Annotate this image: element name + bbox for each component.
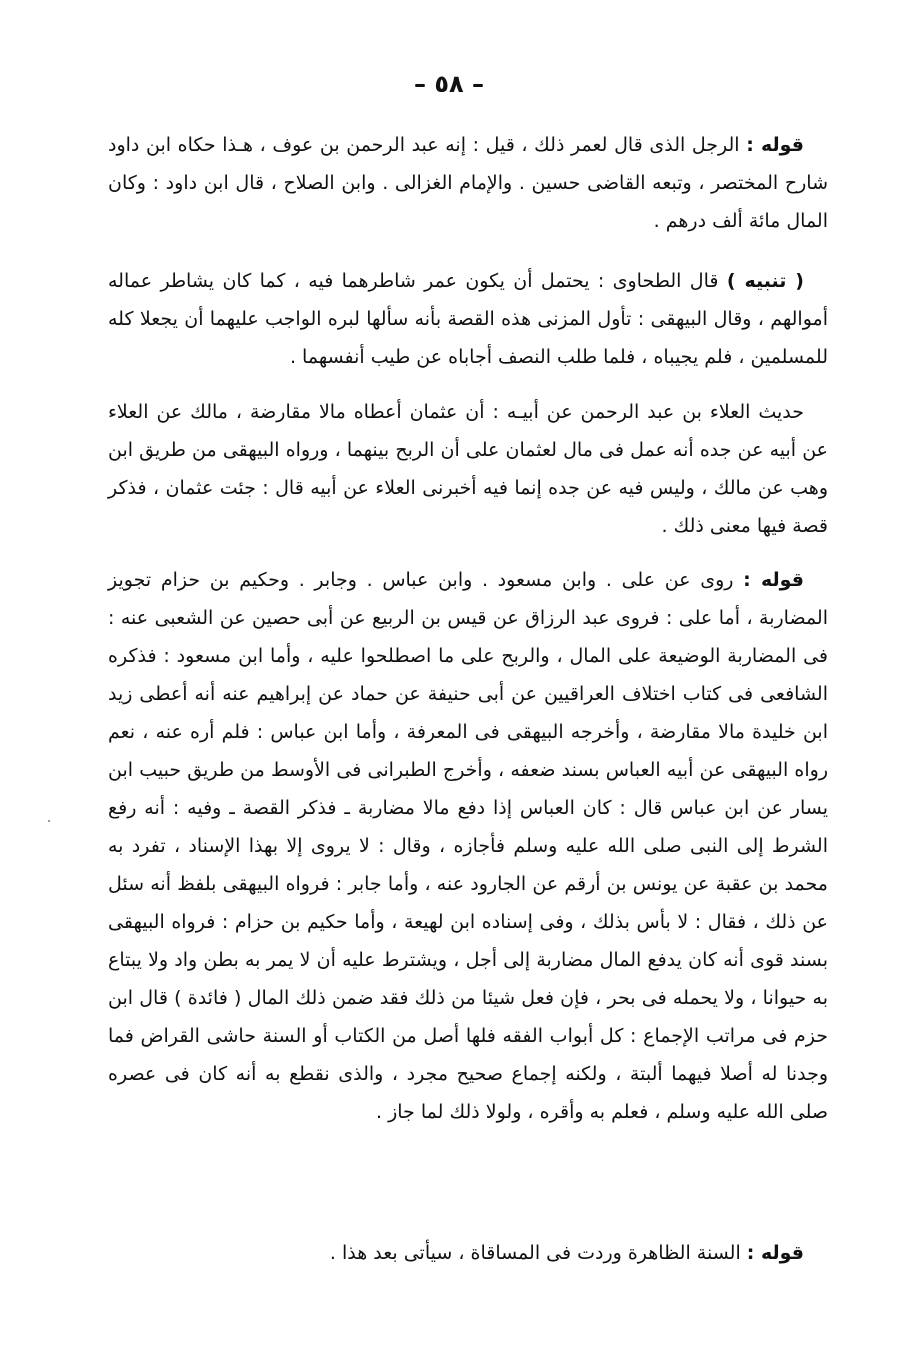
page-number: – ٥٨ – [413,70,484,98]
paragraph-5-text: السنة الظاهرة وردت فى المساقاة ، سيأتى بعد هذا . [329,1242,747,1264]
paragraph-1-text: الرجل الذى قال لعمر ذلك ، قيل : إنه عبد الرحمن بن عوف ، هـذا حكاه ابن داود شارح المختصر ، وتبعه القاضى حسين . والإمام الغزالى . وابن الصلاح ، قال ابن داود : وكان المال مائة ألف درهم . [108,134,828,232]
paragraph-3 [108,393,828,545]
paragraph-4-text: روى عن على . وابن مسعود . وابن عباس . وجابر . وحكيم بن حزام تجويز المضاربة ، أما على : فروى عبد الرزاق عن قيس بن الربيع عن أبى حصين عن الشعبى عنه : فى المضاربة الوضيعة على المال ، والربح على ما اصطلحوا عليه ، وأما ابن مسعود : فذكره الشافعى فى كتاب اختلاف العراقيين عن أبى حنيفة عن حماد عن إبراهيم عنه أنه أعطى زيد ابن خليدة مالا مقارضة ، وأخرجه البيهقى فى المعرفة ، وأما ابن عباس : فلم أره عنه ، نعم رواه البيهقى عن أبيه العباس بسند ضعفه ، وأخرج الطبرانى فى الأوسط من طريق حبيب ابن يسار عن ابن عباس قال : كان العباس إذا دفع مالا مضاربة ـ فذكر القصة ـ وفيه : أنه رفع الشرط إلى النبى صلى الله عليه وسلم فأجازه ، وقال : لا يروى إلا بهذا الإسناد ، تفرد به محمد بن عقبة عن يونس بن أرقم عن الجارود عنه ، وأما جابر : فرواه البيهقى بلفظ أنه سئل عن ذلك ، فقال : لا بأس بذلك ، وفى إسناده ابن لهيعة ، وأما حكيم بن حزام : فرواه البيهقى بسند قوى أنه كان يدفع المال مضاربة إلى أجل ، ويشترط عليه أن لا يمر به بطن واد ولا يبتاع به حيوانا ، ولا يحمله فى بحر ، فإن فعل شيئا من ذلك فقد ضمن ذلك المال ( فائدة ) قال ابن حزم فى مراتب الإجماع : كل أبواب الفقه فلها أصل من الكتاب أو السنة حاشى القراض فما وجدنا له أصلا فيهما ألبتة ، ولكنه إجماع صحيح مجرد ، والذى نقطع به أنه كان فى عصره صلى الله عليه وسلم ، فعلم به وأقره ، ولولا ذلك لما جاز . [108,569,828,1123]
paragraph-3-text: حديث العلاء بن عبد الرحمن عن أبيـه : أن عثمان أعطاه مالا مقارضة ، مالك عن العلاء عن أبيه عن جده أنه عمل فى مال لعثمان على أن الربح بينهما ، ورواه البيهقى من طريق ابن وهب عن مالك ، وليس فيه عن جده إنما فيه أخبرنى العلاء عن أبيه قال : جئت عثمان ، فذكر قصة فيها معنى ذلك . [108,401,828,537]
paragraph-5-lead: قوله : [746,1242,804,1264]
paragraph-2-text: قال الطحاوى : يحتمل أن يكون عمر شاطرهما فيه ، كما كان يشاطر عماله أموالهم ، وقال البيهقى : تأول المزنى هذه القصة بأنه سألها لبره الواجب عليهما أن يجعلا كله للمسلمين ، فلم يجيباه ، فلما طلب النصف أجاباه عن طيب أنفسهما . [108,270,828,368]
paragraph-1-lead: قوله : [746,134,804,156]
paragraph-2 [108,262,828,376]
paragraph-2-lead: ( تنبيه ) [726,270,804,292]
scan-speck [48,820,50,822]
paragraph-5 [108,1234,828,1272]
paragraph-4 [108,561,828,1131]
paragraph-1 [108,126,828,240]
paragraph-4-lead: قوله : [743,569,804,591]
